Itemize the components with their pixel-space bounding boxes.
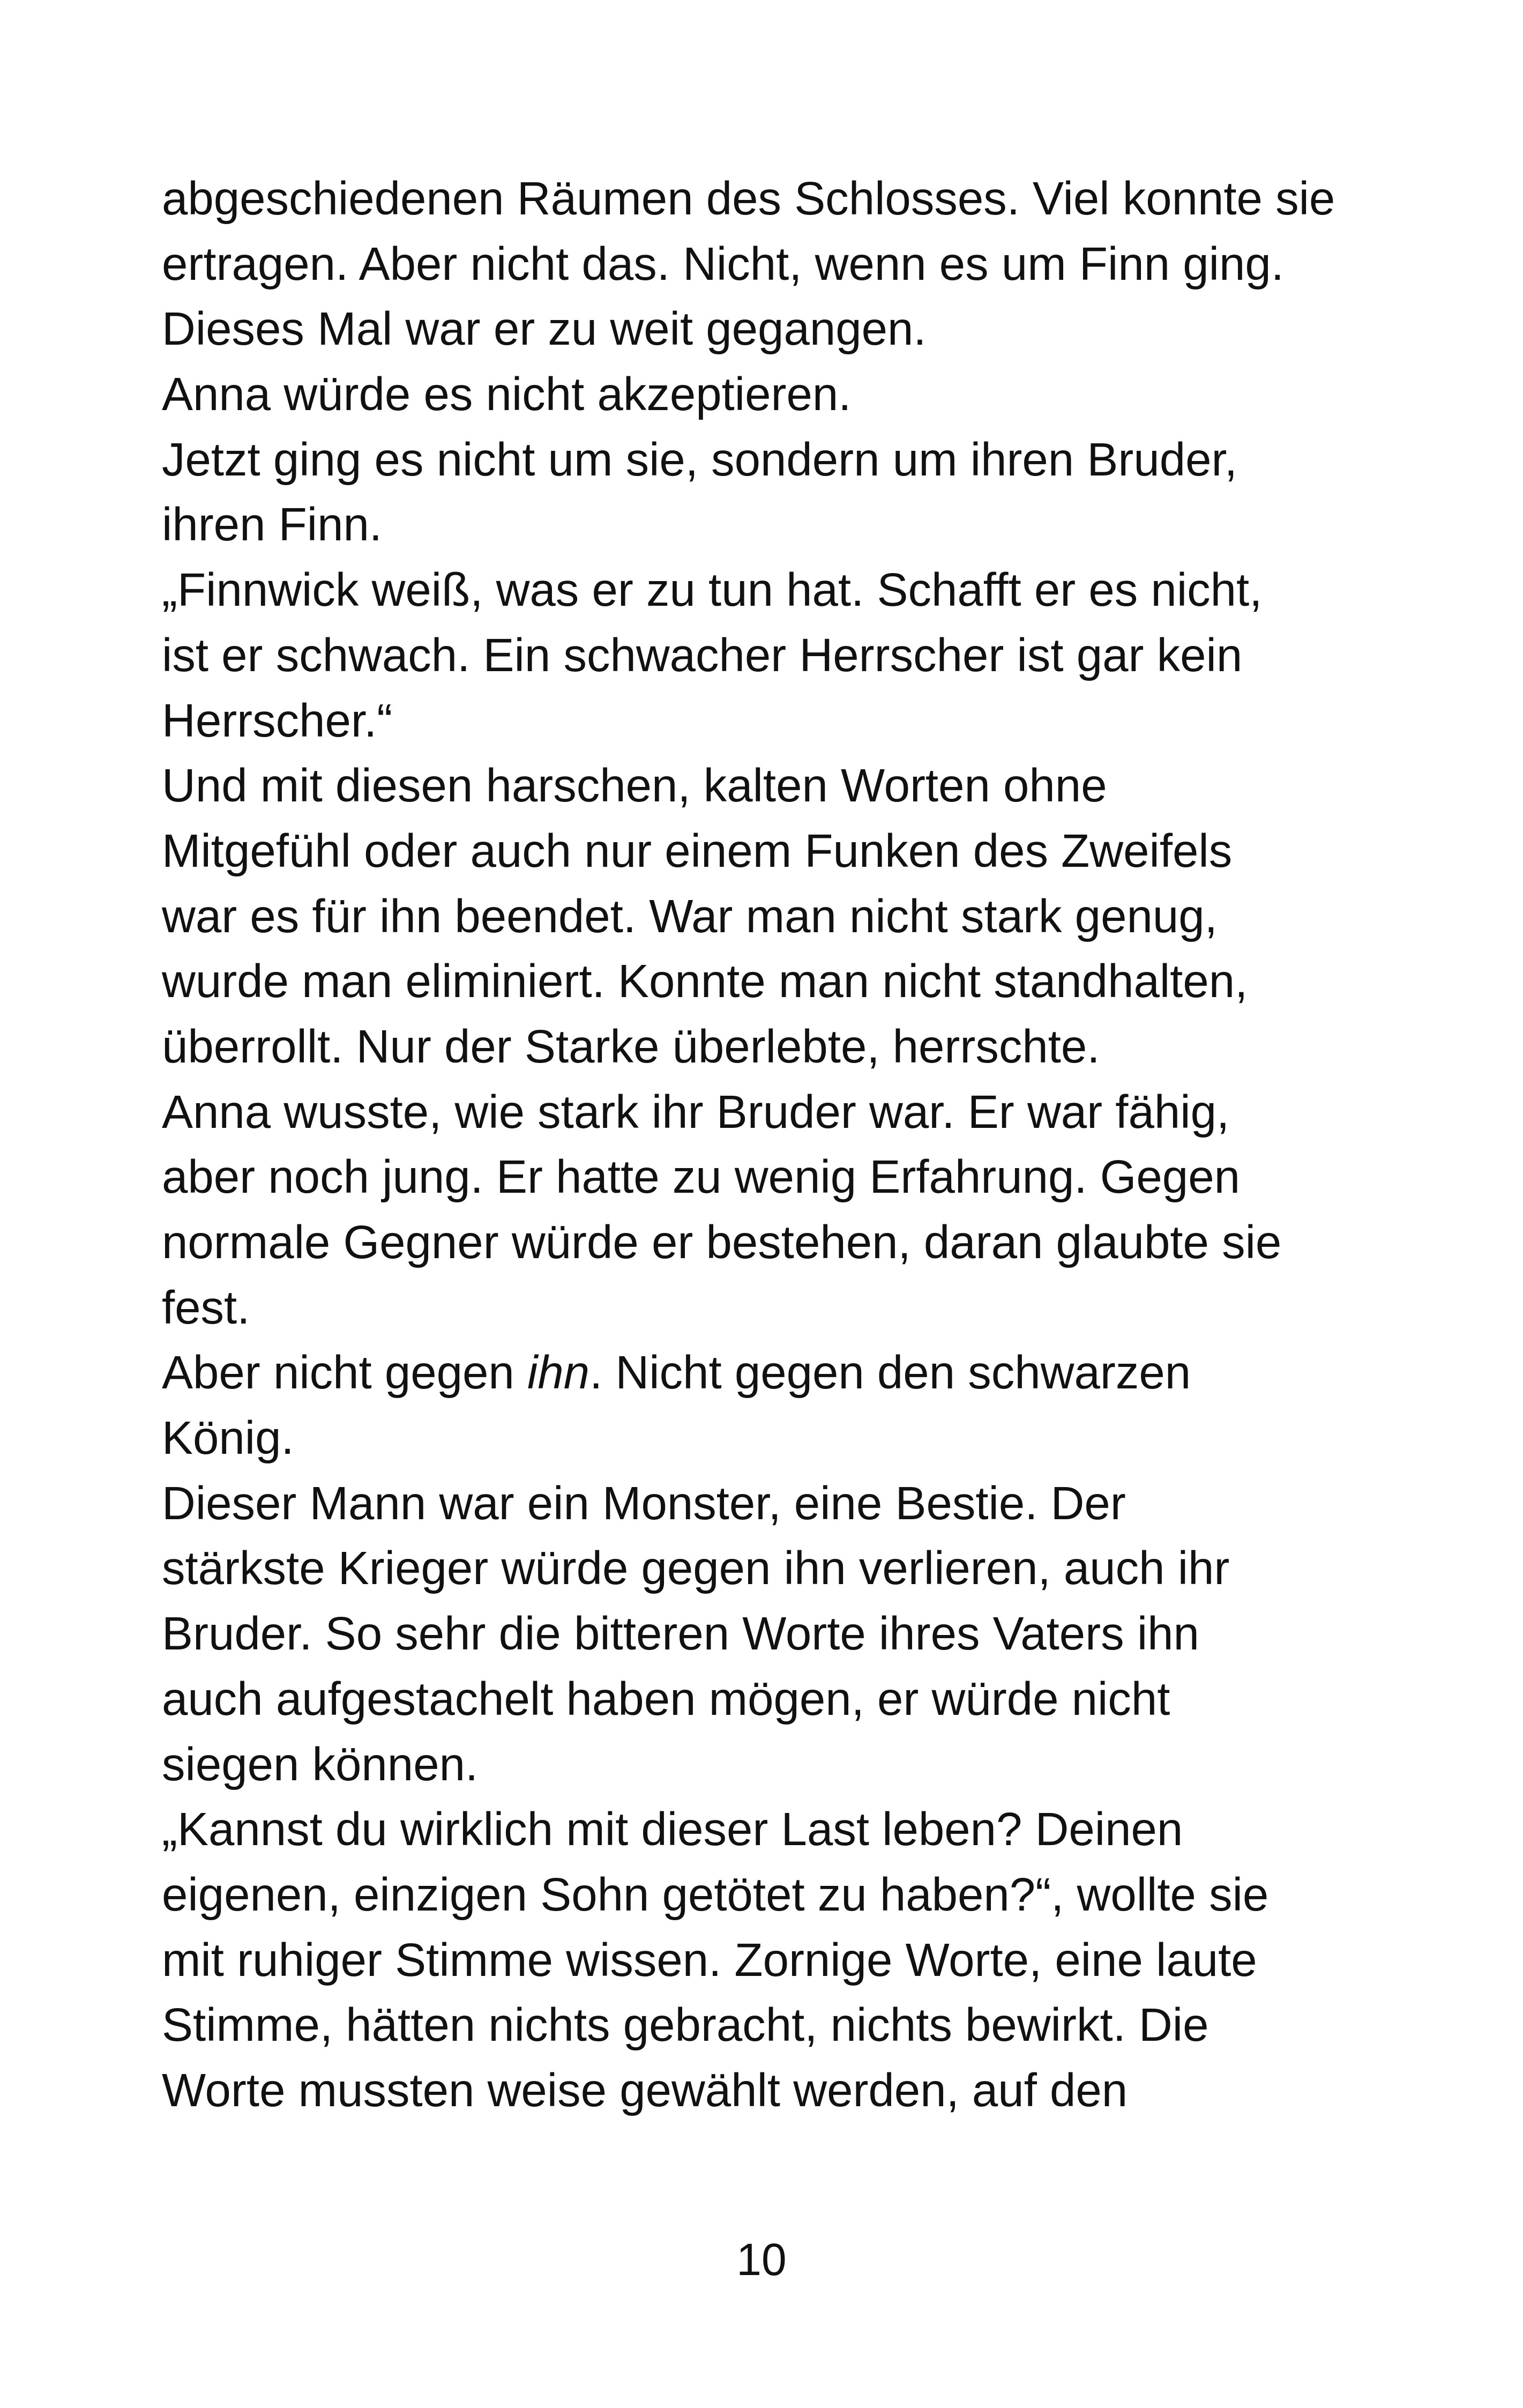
text-line: abgeschiedenen Räumen des Schlosses. Viel konnte sie [162, 173, 1335, 225]
text-line: eigenen, einzigen Sohn getötet zu haben?“, wollte sie [162, 1868, 1269, 1921]
text-line: wurde man eliminiert. Konnte man nicht standhalten, [162, 955, 1248, 1008]
text-line: Dieses Mal war er zu weit gegangen. [162, 303, 927, 355]
text-line: ihren Finn. [162, 499, 383, 551]
text-line: siegen können. [162, 1738, 479, 1790]
text-line: Dieser Mann war ein Monster, eine Bestie. Der [162, 1477, 1126, 1529]
text-line: Stimme, hätten nichts gebracht, nichts bewirkt. Die [162, 1999, 1209, 2052]
text-line: Anna würde es nicht akzeptieren. [162, 368, 852, 421]
text-line: fest. [162, 1281, 250, 1334]
text-line: König. [162, 1412, 294, 1465]
text-line: stärkste Krieger würde gegen ihn verlieren, auch ihr [162, 1542, 1230, 1595]
text-line: Worte mussten weise gewählt werden, auf den [162, 2064, 1128, 2116]
text-line: ist er schwach. Ein schwacher Herrscher ist gar kein [162, 629, 1243, 681]
text-line: „Kannst du wirklich mit dieser Last leben? Deinen [162, 1803, 1183, 1856]
text-line-with-emphasis [162, 1340, 1384, 1406]
text-line: Bruder. So sehr die bitteren Worte ihres Vaters ihn [162, 1608, 1199, 1660]
text-line: Anna wusste, wie stark ihr Bruder war. Er war fähig, [162, 1086, 1230, 1138]
text-line: Mitgefühl oder auch nur einem Funken des Zweifels [162, 824, 1233, 877]
text-line: überrollt. Nur der Starke überlebte, herrschte. [162, 1020, 1100, 1073]
page-number: 10 [736, 2234, 787, 2285]
text-line: aber noch jung. Er hatte zu wenig Erfahrung. Gegen [162, 1151, 1240, 1203]
emphasized-word: ihn [527, 1347, 590, 1399]
text-line: war es für ihn beendet. War man nicht stark genug, [162, 890, 1218, 942]
text-line: Und mit diesen harschen, kalten Worten ohne [162, 760, 1107, 812]
text-line: „Finnwick weiß, was er zu tun hat. Schafft er es nicht, [162, 564, 1263, 616]
text-segment: . Nicht gegen den schwarzen [589, 1347, 1191, 1399]
text-line: auch aufgestachelt haben mögen, er würde nicht [162, 1673, 1170, 1725]
text-segment: Aber nicht gegen [162, 1347, 527, 1399]
text-line: mit ruhiger Stimme wissen. Zornige Worte, eine laute [162, 1934, 1257, 1986]
text-line: ertragen. Aber nicht das. Nicht, wenn es um Finn ging. [162, 237, 1284, 290]
text-line: normale Gegner würde er bestehen, daran glaubte sie [162, 1216, 1282, 1268]
body-text [162, 166, 1384, 2123]
text-line: Jetzt ging es nicht um sie, sondern um ihren Bruder, [162, 433, 1237, 486]
text-line: Herrscher.“ [162, 694, 393, 747]
